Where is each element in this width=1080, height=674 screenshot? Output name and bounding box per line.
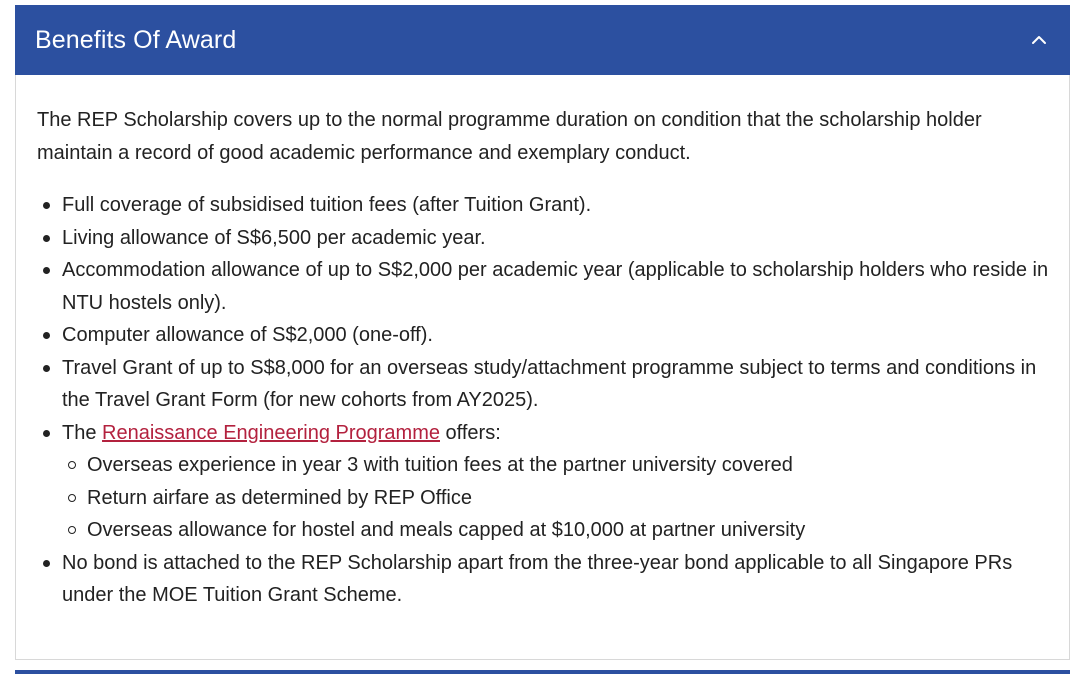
chevron-up-icon[interactable] (1028, 29, 1050, 51)
benefits-accordion (15, 5, 1070, 660)
accordion-body (15, 75, 1070, 660)
intro-paragraph: The REP Scholarship covers up to the normal programme duration on condition that the scholarship holder maintain a record of good academic performance and exemplary conduct. (37, 109, 982, 164)
rep-offer-overseas-experience: Overseas experience in year 3 with tuition fees at the partner university covered (62, 449, 1049, 482)
benefit-bond-note: No bond is attached to the REP Scholarship apart from the three-year bond applicable to all Singapore PRs under the MOE Tuition Grant Scheme. (37, 547, 1049, 612)
benefit-accommodation-allowance: Accommodation allowance of up to S$2,000 per academic year (applicable to scholarship holders who reside in NTU hostels only). (37, 254, 1049, 319)
rep-offer-overseas-allowance: Overseas allowance for hostel and meals capped at $10,000 at partner university (62, 514, 1049, 547)
benefit-computer-allowance: Computer allowance of S$2,000 (one-off). (37, 319, 1049, 352)
benefit-rep-programme (37, 417, 1049, 547)
renaissance-engineering-programme-link[interactable]: Renaissance Engineering Programme (102, 421, 440, 444)
benefit-travel-grant: Travel Grant of up to S$8,000 for an overseas study/attachment programme subject to terms and conditions in the Travel Grant Form (for new cohorts from AY2025). (37, 352, 1049, 417)
benefits-list (37, 189, 1049, 612)
benefit-living-allowance: Living allowance of S$6,500 per academic year. (37, 222, 1049, 255)
rep-prefix: The (62, 421, 103, 444)
next-accordion-edge (15, 670, 1070, 674)
accordion-title: Benefits Of Award (35, 25, 237, 54)
rep-offers-list (62, 449, 1049, 547)
accordion-header[interactable] (15, 5, 1070, 75)
rep-suffix: offers: (440, 421, 501, 444)
rep-offer-return-airfare: Return airfare as determined by REP Office (62, 482, 1049, 515)
benefit-tuition: Full coverage of subsidised tuition fees (after Tuition Grant). (37, 189, 1049, 222)
